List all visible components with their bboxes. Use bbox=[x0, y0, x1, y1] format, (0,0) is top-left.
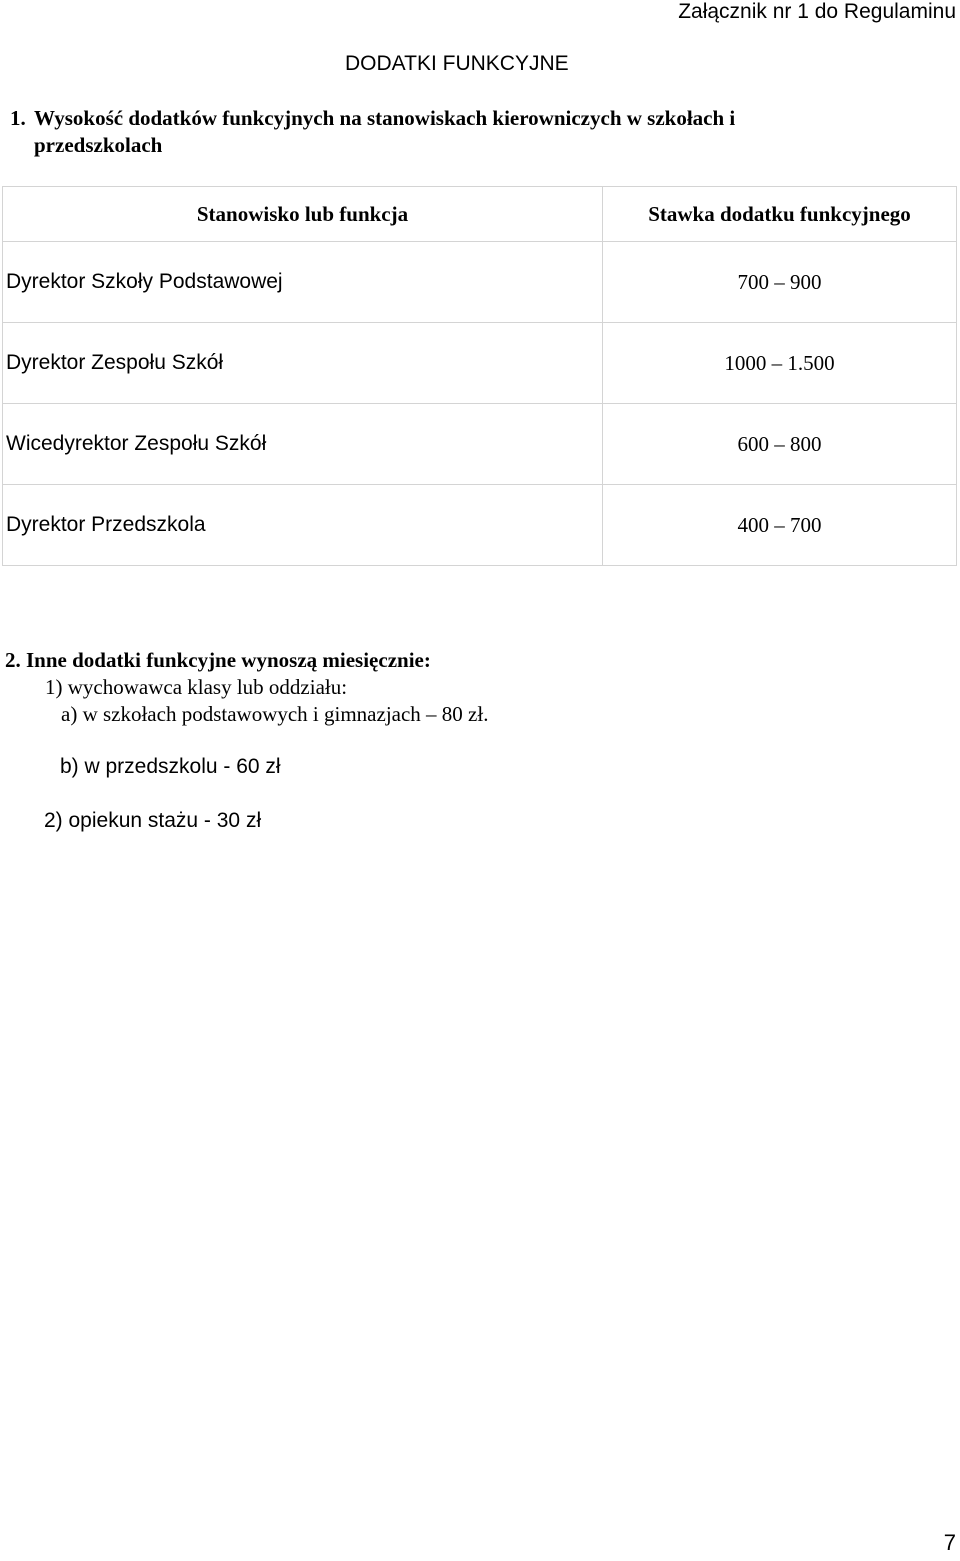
rate-cell: 1000 – 1.500 bbox=[603, 323, 957, 404]
item-1a: a) w szkołach podstawowych i gimnazjach – 80 zł. bbox=[61, 702, 489, 726]
table-row bbox=[3, 404, 957, 485]
document-title: DODATKI FUNKCYJNE bbox=[345, 52, 569, 75]
table-row bbox=[3, 242, 957, 323]
position-cell: Dyrektor Przedszkola bbox=[3, 485, 603, 566]
position-cell: Wicedyrektor Zespołu Szkół bbox=[3, 404, 603, 485]
item-2: 2) opiekun stażu - 30 zł bbox=[44, 809, 262, 832]
position-cell: Dyrektor Zespołu Szkół bbox=[3, 323, 603, 404]
position-cell: Dyrektor Szkoły Podstawowej bbox=[3, 242, 603, 323]
table-row bbox=[3, 485, 957, 566]
table-header-row bbox=[3, 187, 957, 242]
rate-cell: 400 – 700 bbox=[603, 485, 957, 566]
header-position: Stanowisko lub funkcja bbox=[3, 187, 603, 242]
allowance-table bbox=[2, 186, 957, 566]
section-1-heading-line2: przedszkolach bbox=[34, 133, 163, 157]
table-row bbox=[3, 323, 957, 404]
section-2-heading: 2. Inne dodatki funkcyjne wynoszą miesięcznie: bbox=[5, 648, 431, 672]
attachment-label: Załącznik nr 1 do Regulaminu bbox=[678, 0, 956, 23]
header-rate: Stawka dodatku funkcyjnego bbox=[603, 187, 957, 242]
page-number: 7 bbox=[943, 1530, 956, 1555]
rate-cell: 700 – 900 bbox=[603, 242, 957, 323]
section-1-number: 1. bbox=[10, 106, 26, 130]
section-1-heading-line1: Wysokość dodatków funkcyjnych na stanowiskach kierowniczych w szkołach i bbox=[34, 106, 736, 130]
section-1-heading bbox=[10, 105, 735, 159]
rate-cell: 600 – 800 bbox=[603, 404, 957, 485]
item-1: 1) wychowawca klasy lub oddziału: bbox=[45, 675, 348, 699]
item-1b: b) w przedszkolu - 60 zł bbox=[60, 755, 281, 778]
section-2 bbox=[5, 647, 488, 728]
